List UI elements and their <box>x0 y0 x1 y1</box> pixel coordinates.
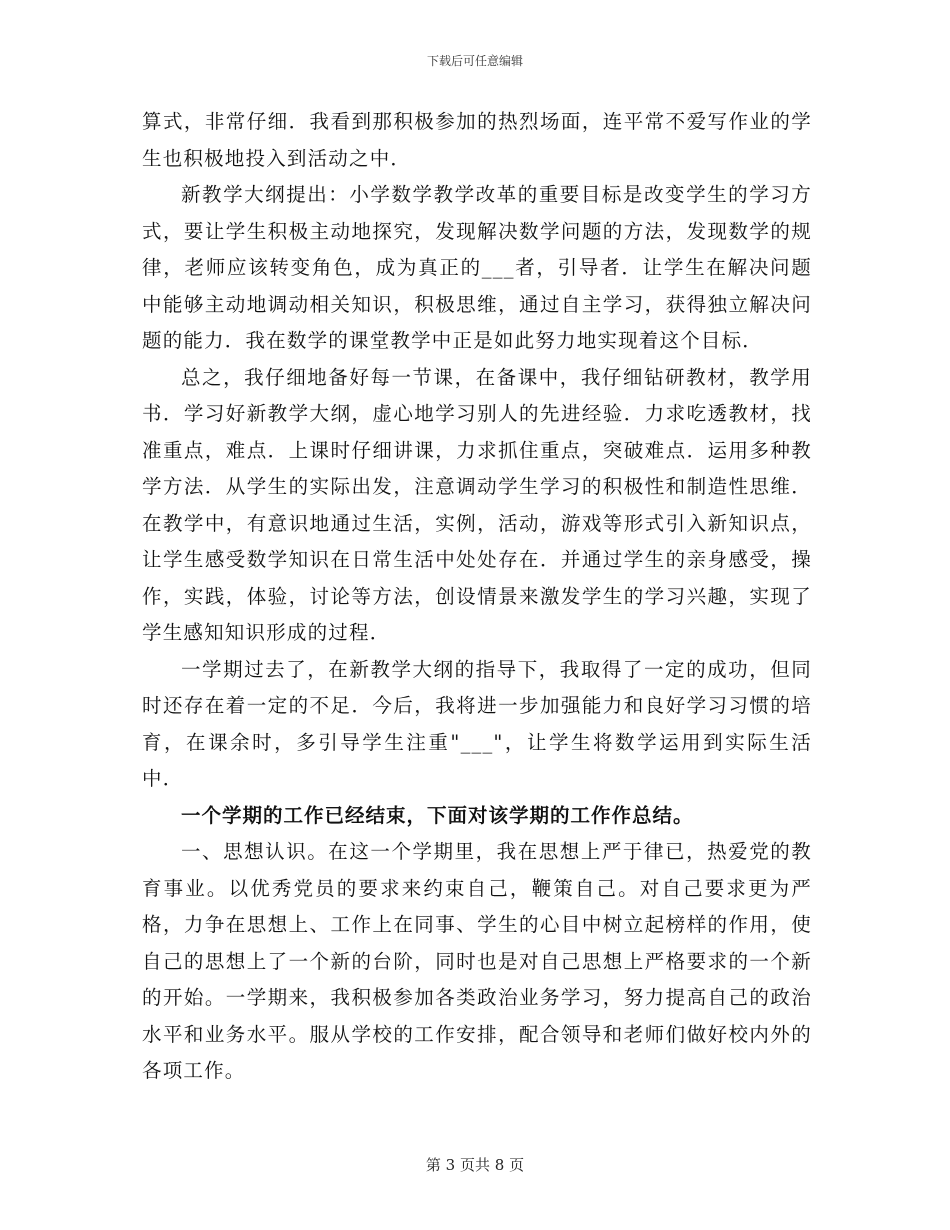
paragraph-ideology: 一、思想认识。在这一个学期里，我在思想上严于律已，热爱党的教育事业。以优秀党员的要求来约束自己，鞭策自己。对自己要求更为严格，力争在思想上、工作上在同事、学生的心目中树立起榜样的作用，使自己的思想上了一个新的台阶，同时也是对自己思想上严格要求的一个新的开始。一学期来，我积极参加各类政治业务学习，努力提高自己的政治水平和业务水平。服从学校的工作安排，配合领导和老师们做好校内外的各项工作。 <box>142 840 812 1082</box>
paragraph-semester-end: 一学期过去了，在新教学大纲的指导下，我取得了一定的成功，但同时还存在着一定的不足．今后，我将进一步加强能力和良好学习习惯的培育，在课余时，多引导学生注重"___"，让学生将数学运用到实际生活中． <box>142 657 812 790</box>
section-heading: 一个学期的工作已经结束，下面对该学期的工作作总结。 <box>181 803 694 827</box>
page-number: 第 3 页共 8 页 <box>425 1156 525 1174</box>
paragraph-continuation: 算式，非常仔细．我看到那积极参加的热烈场面，连平常不爱写作业的学生也积极地投入到活动之中． <box>142 110 812 170</box>
paragraph-summary: 总之，我仔细地备好每一节课，在备课中，我仔细钻研教材，教学用书．学习好新教学大纲，虚心地学习别人的先进经验．力求吃透教材，找准重点，难点．上课时仔细讲课，力求抓住重点，突破难点．运用多种教学方法．从学生的实际出发，注意调动学生学习的积极性和制造性思维．在教学中，有意识地通过生活，实例，活动，游戏等形式引入新知识点，让学生感受数学知识在日常生活中处处存在．并通过学生的亲身感受，操作，实践，体验，讨论等方法，创设情景来激发学生的学习兴趣，实现了学生感知知识形成的过程． <box>142 365 812 644</box>
page-header: 下载后可任意编辑 <box>426 54 523 68</box>
document-body <box>142 104 812 1090</box>
paragraph-syllabus: 新教学大纲提出：小学数学教学改革的重要目标是改变学生的学习方式，要让学生积极主动地探究，发现解决数学问题的方法，发现数学的规律，老师应该转变角色，成为真正的___者，引导者．让学生在解决问题中能够主动地调动相关知识，积极思维，通过自主学习，获得独立解决问题的能力．我在数学的课堂教学中正是如此努力地实现着这个目标． <box>142 183 812 352</box>
